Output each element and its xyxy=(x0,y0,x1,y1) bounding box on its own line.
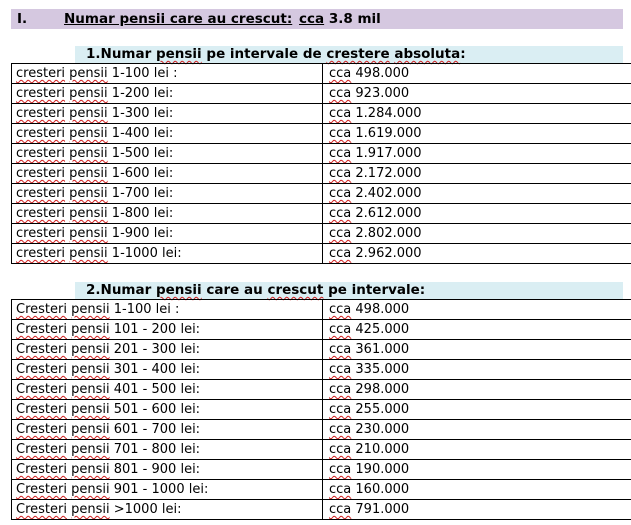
row-label-cell xyxy=(12,380,323,400)
table-row xyxy=(12,244,631,264)
row-label-word: cresteri xyxy=(16,146,66,161)
table-row xyxy=(12,204,631,224)
table-absolute-growth xyxy=(11,63,631,264)
row-label-interval: 701 - 800 lei: xyxy=(109,442,201,457)
row-value-number: 2.612.000 xyxy=(351,206,422,221)
row-label-interval: 1-700 lei: xyxy=(107,186,174,201)
row-label-word: pensii xyxy=(69,186,108,201)
row-value-number: 791.000 xyxy=(351,502,410,517)
row-value-number: 335.000 xyxy=(351,362,410,377)
row-label-word: cresteri xyxy=(16,186,66,201)
row-label-cell xyxy=(12,420,323,440)
section-2-title-text xyxy=(86,282,425,299)
row-label-interval: 1-1000 lei: xyxy=(107,246,182,261)
row-value-prefix: cca xyxy=(329,402,352,417)
row-label-cell xyxy=(12,164,323,184)
section-title-part: pensii xyxy=(155,46,202,62)
row-label-word: pensii xyxy=(71,322,110,337)
table-row xyxy=(12,320,631,340)
row-label-word: Cresteri xyxy=(16,302,67,317)
row-label-word: pensii xyxy=(69,66,108,81)
row-label-word: cresteri xyxy=(16,106,66,121)
table-row xyxy=(12,480,631,500)
row-value-number: 2.172.000 xyxy=(351,166,422,181)
row-label-word: cresteri xyxy=(16,66,66,81)
row-value-cell xyxy=(323,360,631,380)
row-label-word: Cresteri xyxy=(16,462,67,477)
row-label-cell xyxy=(12,480,323,500)
row-label-interval: 601 - 700 lei: xyxy=(109,422,201,437)
row-label-cell xyxy=(12,64,323,84)
row-value-prefix: cca xyxy=(329,302,352,317)
row-label-cell xyxy=(12,500,323,520)
row-label-interval: 301 - 400 lei: xyxy=(109,362,201,377)
row-label-word: cresteri xyxy=(16,126,66,141)
row-label-interval: 1-100 lei : xyxy=(109,302,180,317)
table-row xyxy=(12,460,631,480)
row-value-cell xyxy=(323,400,631,420)
row-value-prefix: cca xyxy=(329,442,352,457)
row-label-interval: 1-500 lei: xyxy=(107,146,174,161)
row-value-prefix: cca xyxy=(329,166,352,181)
row-value-number: 2.402.000 xyxy=(351,186,422,201)
row-label-word: pensii xyxy=(69,106,108,121)
row-value-cell xyxy=(323,380,631,400)
table-growth-intervals-body xyxy=(12,300,631,520)
row-value-cell xyxy=(323,204,631,224)
row-label-interval: 1-900 lei: xyxy=(107,226,174,241)
row-label-word: Cresteri xyxy=(16,422,67,437)
row-value-cell xyxy=(323,320,631,340)
row-label-word: Cresteri xyxy=(16,402,67,417)
row-label-word: cresteri xyxy=(16,226,66,241)
row-value-number: 160.000 xyxy=(351,482,410,497)
row-label-interval: 401 - 500 lei: xyxy=(109,382,201,397)
row-label-word: pensii xyxy=(69,146,108,161)
row-value-cell xyxy=(323,440,631,460)
table-row xyxy=(12,64,631,84)
section-title-part: pe intervale de xyxy=(201,46,327,62)
row-value-cell xyxy=(323,184,631,204)
document-heading xyxy=(11,9,623,29)
row-value-cell xyxy=(323,460,631,480)
section-title-part: crescut xyxy=(267,282,324,298)
row-value-cell xyxy=(323,124,631,144)
row-label-interval: 1-100 lei : xyxy=(107,66,178,81)
row-value-cell xyxy=(323,64,631,84)
section-2-title xyxy=(75,282,623,299)
heading-value-number: 3.8 mil xyxy=(324,11,381,27)
row-label-word: pensii xyxy=(69,226,108,241)
row-label-interval: 501 - 600 lei: xyxy=(109,402,201,417)
section-title-part: care au xyxy=(201,282,268,298)
row-value-cell xyxy=(323,84,631,104)
row-label-interval: 901 - 1000 lei: xyxy=(109,482,209,497)
row-value-number: 498.000 xyxy=(351,302,410,317)
row-label-word: pensii xyxy=(71,442,110,457)
row-label-cell xyxy=(12,360,323,380)
row-value-prefix: cca xyxy=(329,482,352,497)
section-title-part: 2.Numar xyxy=(86,282,156,298)
row-value-number: 190.000 xyxy=(351,462,410,477)
row-value-prefix: cca xyxy=(329,186,352,201)
section-title-part: 1.Numar xyxy=(86,46,156,62)
row-label-word: pensii xyxy=(71,302,110,317)
row-label-interval: 1-800 lei: xyxy=(107,206,174,221)
row-label-word: pensii xyxy=(69,166,108,181)
heading-value-prefix: cca xyxy=(299,11,325,27)
table-row xyxy=(12,500,631,520)
row-value-prefix: cca xyxy=(329,86,352,101)
row-value-number: 923.000 xyxy=(351,86,410,101)
row-value-number: 361.000 xyxy=(351,342,410,357)
row-label-word: cresteri xyxy=(16,246,66,261)
row-value-prefix: cca xyxy=(329,462,352,477)
row-value-prefix: cca xyxy=(329,206,352,221)
row-label-word: Cresteri xyxy=(16,442,67,457)
row-label-word: pensii xyxy=(69,246,108,261)
row-label-word: pensii xyxy=(69,126,108,141)
row-label-interval: 1-200 lei: xyxy=(107,86,174,101)
row-label-cell xyxy=(12,440,323,460)
table-row xyxy=(12,420,631,440)
section-title-part: crestere xyxy=(326,46,390,62)
row-value-prefix: cca xyxy=(329,246,352,261)
table-row xyxy=(12,400,631,420)
row-label-cell xyxy=(12,204,323,224)
row-label-interval: 801 - 900 lei: xyxy=(109,462,201,477)
table-absolute-growth-body xyxy=(12,64,631,264)
row-label-interval: 1-400 lei: xyxy=(107,126,174,141)
row-label-word: Cresteri xyxy=(16,362,67,377)
row-label-word: pensii xyxy=(71,482,110,497)
row-value-number: 1.619.000 xyxy=(351,126,422,141)
row-value-number: 1.284.000 xyxy=(351,106,422,121)
section-title-part: pensii xyxy=(155,282,202,298)
row-label-word: pensii xyxy=(71,402,110,417)
row-label-cell xyxy=(12,224,323,244)
row-value-cell xyxy=(323,164,631,184)
row-value-number: 255.000 xyxy=(351,402,410,417)
row-label-cell xyxy=(12,300,323,320)
row-value-number: 2.962.000 xyxy=(351,246,422,261)
row-value-prefix: cca xyxy=(329,422,352,437)
row-label-cell xyxy=(12,184,323,204)
row-label-word: Cresteri xyxy=(16,322,67,337)
row-value-prefix: cca xyxy=(329,126,352,141)
row-label-cell xyxy=(12,460,323,480)
row-value-prefix: cca xyxy=(329,342,352,357)
row-value-number: 210.000 xyxy=(351,442,410,457)
section-1-title-text xyxy=(86,46,466,63)
row-label-cell xyxy=(12,104,323,124)
row-value-number: 298.000 xyxy=(351,382,410,397)
row-label-cell xyxy=(12,84,323,104)
heading-number: I. xyxy=(17,11,28,27)
row-label-word: cresteri xyxy=(16,166,66,181)
row-label-word: cresteri xyxy=(16,206,66,221)
row-value-number: 2.802.000 xyxy=(351,226,422,241)
row-value-cell xyxy=(323,144,631,164)
row-value-prefix: cca xyxy=(329,322,352,337)
row-label-word: pensii xyxy=(71,382,110,397)
row-label-interval: 201 - 300 lei: xyxy=(109,342,201,357)
row-label-interval: >1000 lei: xyxy=(109,502,182,517)
row-value-cell xyxy=(323,224,631,244)
row-label-word: Cresteri xyxy=(16,342,67,357)
row-label-cell xyxy=(12,340,323,360)
table-row xyxy=(12,340,631,360)
heading-value xyxy=(299,9,381,29)
table-row xyxy=(12,124,631,144)
table-row xyxy=(12,360,631,380)
row-label-cell xyxy=(12,320,323,340)
row-label-word: pensii xyxy=(71,462,110,477)
row-label-cell xyxy=(12,400,323,420)
row-value-cell xyxy=(323,300,631,320)
row-value-number: 498.000 xyxy=(351,66,410,81)
row-value-prefix: cca xyxy=(329,66,352,81)
row-value-cell xyxy=(323,500,631,520)
row-label-word: Cresteri xyxy=(16,482,67,497)
row-value-cell xyxy=(323,244,631,264)
row-value-cell xyxy=(323,340,631,360)
heading-title: Numar pensii care au crescut: xyxy=(64,11,293,27)
section-title-part: absoluta xyxy=(394,46,461,62)
row-value-prefix: cca xyxy=(329,382,352,397)
row-label-interval: 1-600 lei: xyxy=(107,166,174,181)
row-value-cell xyxy=(323,420,631,440)
row-label-interval: 1-300 lei: xyxy=(107,106,174,121)
table-row xyxy=(12,184,631,204)
table-row xyxy=(12,380,631,400)
row-value-cell xyxy=(323,480,631,500)
table-row xyxy=(12,144,631,164)
table-row xyxy=(12,84,631,104)
table-row xyxy=(12,104,631,124)
row-value-number: 425.000 xyxy=(351,322,410,337)
row-label-word: Cresteri xyxy=(16,382,67,397)
row-label-word: pensii xyxy=(71,342,110,357)
row-label-cell xyxy=(12,144,323,164)
row-label-cell xyxy=(12,244,323,264)
table-row xyxy=(12,164,631,184)
table-row xyxy=(12,224,631,244)
row-value-prefix: cca xyxy=(329,106,352,121)
row-value-prefix: cca xyxy=(329,146,352,161)
row-label-word: pensii xyxy=(71,422,110,437)
row-value-number: 1.917.000 xyxy=(351,146,422,161)
section-title-part: pe intervale: xyxy=(323,282,426,298)
row-label-word: pensii xyxy=(69,206,108,221)
row-value-prefix: cca xyxy=(329,502,352,517)
row-label-word: pensii xyxy=(71,502,110,517)
table-row xyxy=(12,300,631,320)
row-value-cell xyxy=(323,104,631,124)
row-value-number: 230.000 xyxy=(351,422,410,437)
row-label-word: pensii xyxy=(71,362,110,377)
row-label-word: cresteri xyxy=(16,86,66,101)
row-label-cell xyxy=(12,124,323,144)
row-label-word: Cresteri xyxy=(16,502,67,517)
section-title-part: : xyxy=(460,46,466,62)
section-1-title xyxy=(75,46,623,63)
row-value-prefix: cca xyxy=(329,362,352,377)
table-row xyxy=(12,440,631,460)
row-label-word: pensii xyxy=(69,86,108,101)
row-value-prefix: cca xyxy=(329,226,352,241)
row-label-interval: 101 - 200 lei: xyxy=(109,322,201,337)
table-growth-intervals xyxy=(11,299,631,520)
